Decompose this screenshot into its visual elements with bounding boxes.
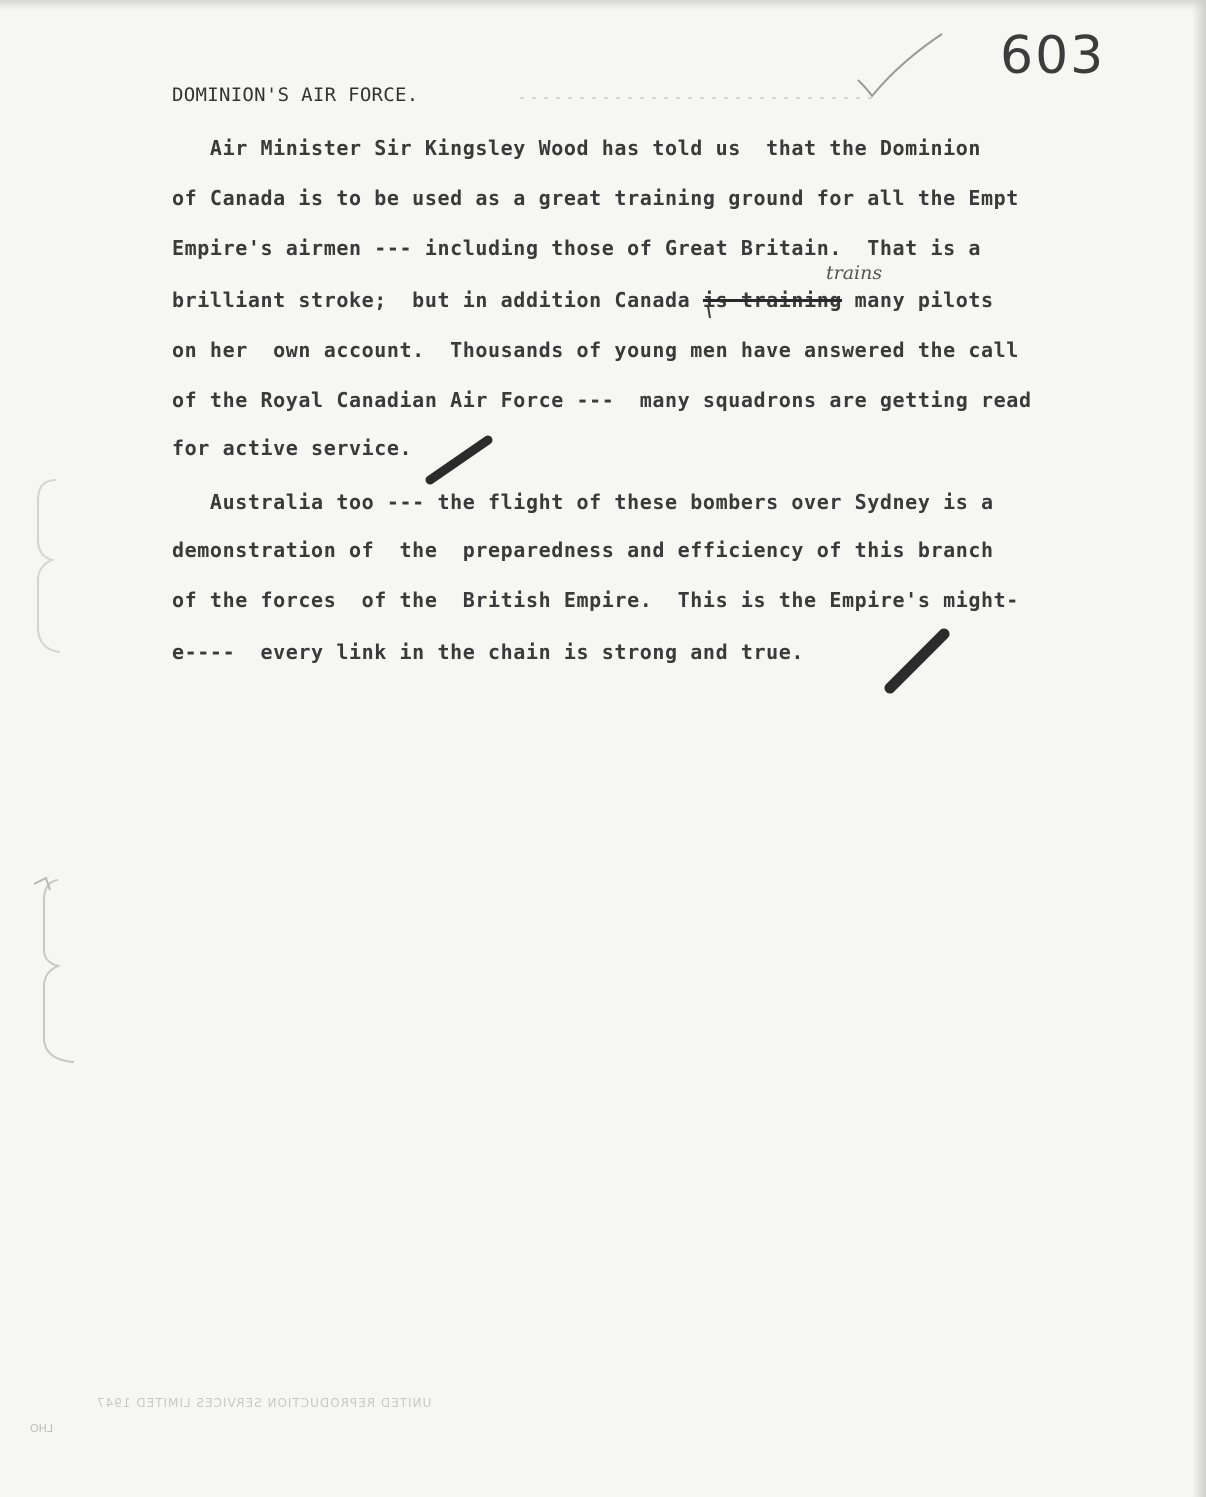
body-line: e---- every link in the chain is strong and true. bbox=[172, 640, 805, 664]
body-line: of Canada is to be used as a great training ground for all the Empt bbox=[172, 186, 1019, 210]
bleed-through-corner: LHO bbox=[30, 1422, 54, 1435]
struck-text: is training bbox=[702, 288, 842, 312]
body-line: for active service. bbox=[172, 436, 413, 460]
binding-hole-icon bbox=[44, 880, 74, 1062]
pen-mark-icon bbox=[430, 440, 488, 480]
page-number: 603 bbox=[1000, 26, 1106, 86]
body-line-with-edit bbox=[172, 288, 994, 312]
binding-clip-icon bbox=[34, 878, 50, 890]
pen-mark-icon bbox=[890, 634, 944, 688]
body-line: of the forces of the British Empire. This is the Empire's might- bbox=[172, 588, 1019, 612]
body-line: of the Royal Canadian Air Force --- many squadrons are getting read bbox=[172, 388, 1032, 412]
bleed-through-footer: UNITED REPRODUCTION SERVICES LIMITED 1947 bbox=[96, 1396, 432, 1410]
body-line-segment: brilliant stroke; but in addition Canada bbox=[172, 288, 703, 312]
body-line: Australia too --- the flight of these bombers over Sydney is a bbox=[172, 490, 994, 514]
document-title: DOMINION'S AIR FORCE. bbox=[172, 84, 419, 106]
body-line: Empire's airmen --- including those of Great Britain. That is a bbox=[172, 236, 982, 260]
handwritten-insertion: trains bbox=[826, 262, 883, 284]
body-line: on her own account. Thousands of young men have answered the call bbox=[172, 338, 1019, 362]
binding-hole-icon bbox=[38, 480, 60, 652]
body-line-segment: many pilots bbox=[842, 288, 994, 312]
checkmark-icon bbox=[858, 34, 942, 96]
body-line: Air Minister Sir Kingsley Wood has told us that the Dominion bbox=[172, 136, 982, 160]
body-line: demonstration of the preparedness and efficiency of this branch bbox=[172, 538, 994, 562]
